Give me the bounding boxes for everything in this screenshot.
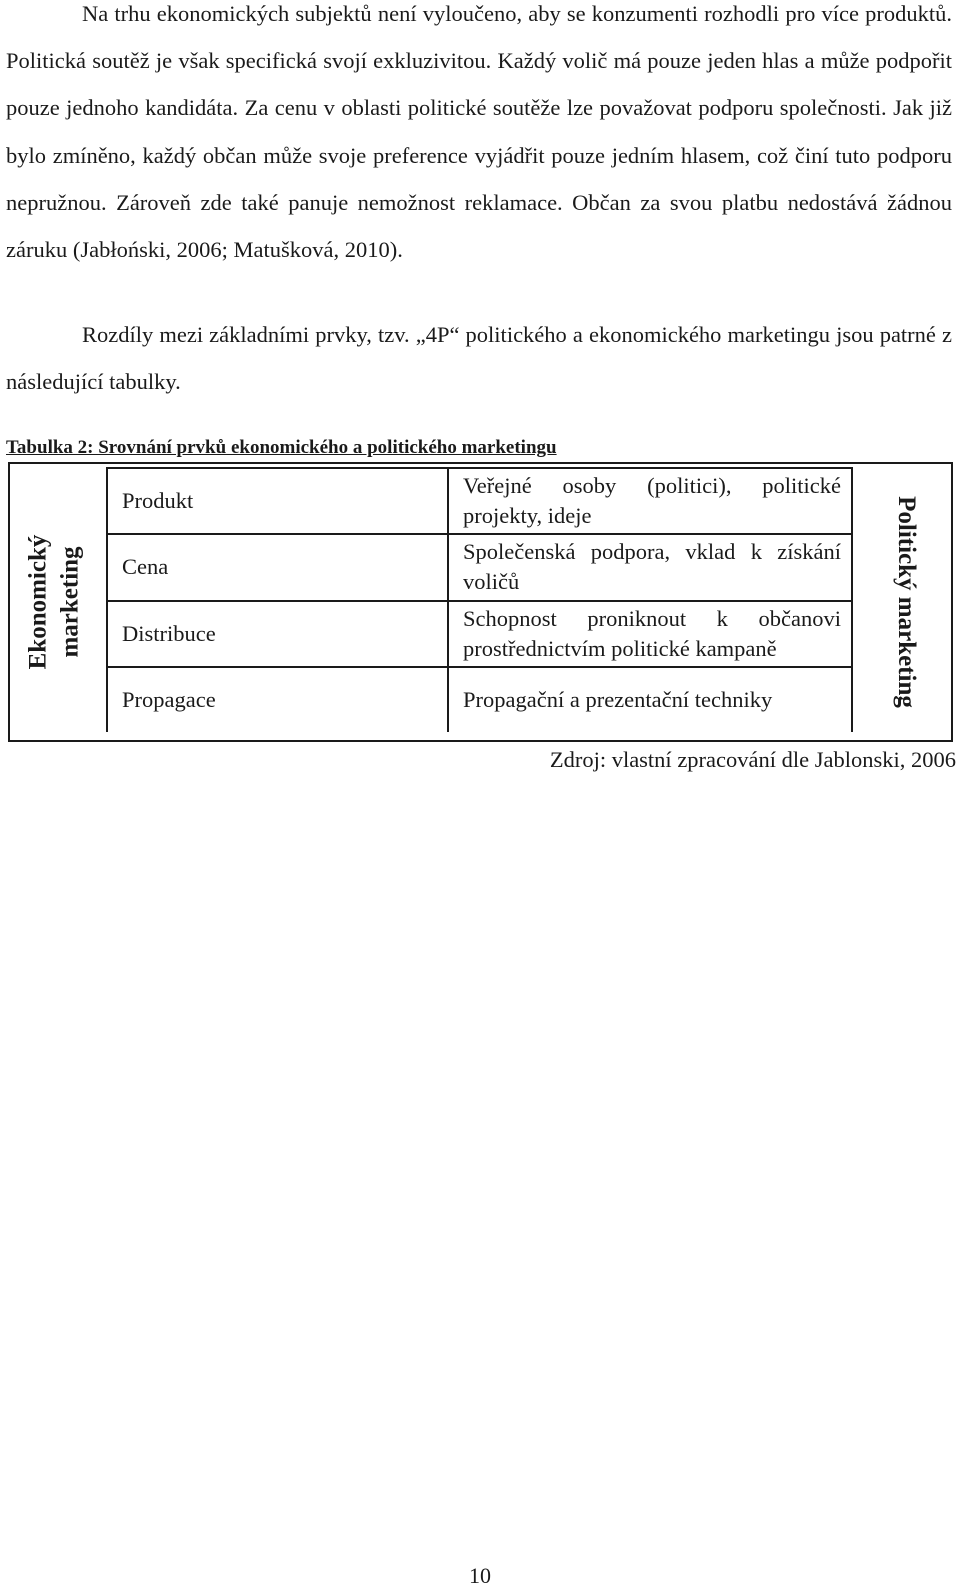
body-paragraph-2: Rozdíly mezi základními prvky, tzv. „4P“ politického a ekonomického marketingu jsou patrné z následující tabulky.: [6, 322, 952, 395]
economic-cell: Propagace: [107, 667, 448, 732]
table-source: Zdroj: vlastní zpracování dle Jablonski, 2006: [549, 747, 956, 772]
political-cell: Propagační a prezentační techniky: [448, 667, 852, 732]
political-cell: Společenská podpora, vklad k získání voličů: [448, 534, 852, 600]
political-cell: Schopnost proniknout k občanovi prostřednictvím politické kampaně: [448, 601, 852, 667]
economic-header-line-2: marketing: [56, 546, 84, 658]
economic-cell: Cena: [107, 534, 448, 600]
table-caption: Tabulka 2: Srovnání prvků ekonomického a politického marketingu: [6, 437, 557, 458]
political-header-text: Politický marketing: [893, 496, 920, 708]
table-row: [107, 601, 852, 667]
table-row: [107, 667, 852, 732]
page-number: 10: [469, 1563, 491, 1588]
economic-cell: Produkt: [107, 468, 448, 534]
table-row: [107, 534, 852, 600]
table-row: [107, 468, 852, 534]
economic-cell: Distribuce: [107, 601, 448, 667]
comparison-table: [106, 467, 853, 732]
political-marketing-header: [860, 462, 952, 742]
economic-marketing-header: [10, 462, 98, 742]
political-cell: Veřejné osoby (politici), politické projekty, ideje: [448, 468, 852, 534]
body-paragraph-1: Na trhu ekonomických subjektů není vyloučeno, aby se konzumenti rozhodli pro více produktů. Politická soutěž je však specifická svojí exkluzivitou. Každý volič má pouze jeden hlas a může podpořit pouze jednoho kandidáta. Za cenu v oblasti politické soutěže lze považovat podporu společnosti. Jak již bylo zmíněno, každý občan může svoje preference vyjádřit pouze jedním hlasem, což činí tuto podporu nepružnou. Zároveň zde také panuje nemožnost reklamace. Občan za svou platbu nedostává žádnou záruku (Jabłoński, 2006; Matušková, 2010).: [6, 1, 952, 263]
economic-header-line-1: Ekonomický: [24, 534, 52, 670]
